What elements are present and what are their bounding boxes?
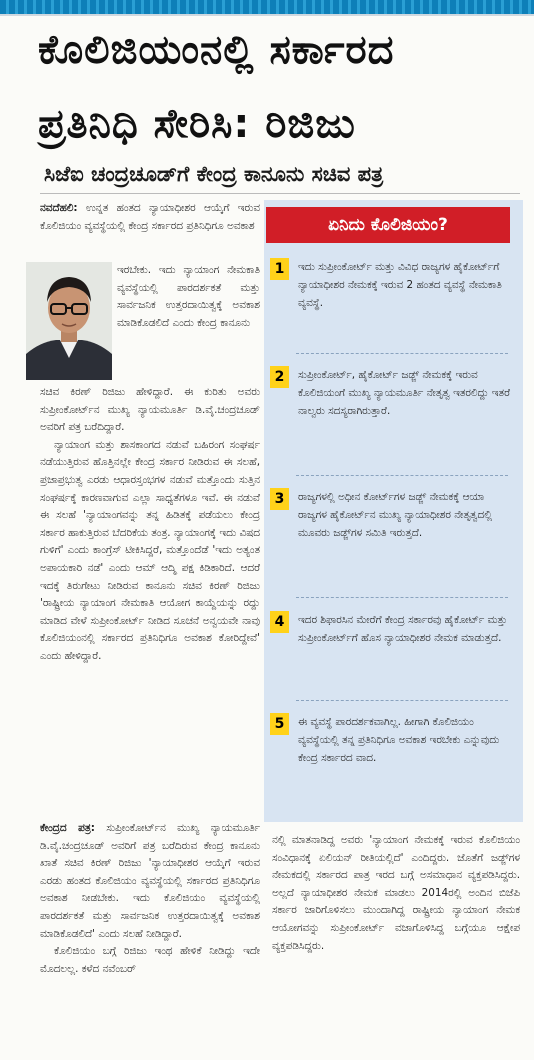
item-text: ರಾಜ್ಯಗಳಲ್ಲಿ ಅಧೀನ ಕೋರ್ಟ್‌ಗಳ ಜಡ್ಜ್ ನೇಮಕಕ್ಕೆ ಆಯಾ ರಾಜ್ಯಗಳ ಹೈಕೋರ್ಟ್‌ನ ಮುಖ್ಯ ನ್ಯಾಯಾಧೀಶರ ನೇತೃತ್ವದಲ್ಲಿ ಮೂವರು ಜಡ್ಜ್‌ಗಳ ಸಮಿತಿ ಇರುತ್ತದೆ.	[298, 491, 493, 539]
item-separator	[296, 475, 508, 476]
item-number: 5	[270, 713, 289, 735]
item-number: 4	[270, 611, 289, 633]
article-text: ನಲ್ಲಿ ಮಾತನಾಡಿದ್ದ ಅವರು 'ನ್ಯಾಯಾಂಗ ನೇಮಕಕ್ಕೆ ಇರುವ ಕೊಲಿಜಿಯಂ ಸಂವಿಧಾನಕ್ಕೆ ಏಲಿಯನ್ ರೀತಿಯಲ್ಲಿದೆ' ಎಂದಿದ್ದರು. ಜೊತೆಗೆ ಜಡ್ಜ್‌ಗಳ ನೇಮಕದಲ್ಲಿ ಸರ್ಕಾರದ ಪಾತ್ರ ಇರದ ಬಗ್ಗೆ ಅಸಮಾಧಾನ ವ್ಯಕ್ತಪಡಿಸಿದ್ದರು. ಅಲ್ಲದೆ ನ್ಯಾಯಾಧೀಶರ ನೇಮಕ ಮಾಡಲು 2014ರಲ್ಲಿ ಅಂದಿನ ಬಿಜೆಪಿ ಸರ್ಕಾರ ಜಾರಿಗೊಳಿಸಲು ಮುಂದಾಗಿದ್ದ ರಾಷ್ಟ್ರೀಯ ನ್ಯಾಯಾಂಗ ನೇಮಕ ಆಯೋಗವನ್ನು ಸುಪ್ರೀಂಕೋರ್ಟ್ ವಜಾಗೊಳಿಸಿದ್ದ ಬಗ್ಗೆಯೂ ಆಕ್ಷೇಪ ವ್ಯಕ್ತಪಡಿಸಿದ್ದರು.	[272, 834, 520, 952]
item-text: ಸುಪ್ರೀಂಕೋರ್ಟ್, ಹೈಕೋರ್ಟ್ ಜಡ್ಜ್ ನೇಮಕಕ್ಕೆ ಇರುವ ಕೊಲಿಜಿಯಂಗೆ ಮುಖ್ಯ ನ್ಯಾಯಮೂರ್ತಿ ನೇತೃತ್ವ ಇತರಲಿದ್ದು ಇತರೆ ನಾಲ್ವರು ಸದಸ್ಯರಾಗಿರುತ್ತಾರೆ.	[298, 369, 510, 417]
item-text: ಇದರ ಶಿಫಾರಸಿನ ಮೇರೆಗೆ ಕೇಂದ್ರ ಸರ್ಕಾರವು ಹೈಕೋರ್ಟ್ ಮತ್ತು ಸುಪ್ರೀಂಕೋರ್ಟ್‌ಗೆ ಹೊಸ ನ್ಯಾಯಾಧೀಶರ ನೇಮಕ ಮಾಡುತ್ತದೆ.	[298, 614, 508, 644]
top-color-band	[0, 0, 534, 14]
article-paragraph-continued	[272, 832, 520, 955]
item-separator	[296, 597, 508, 598]
minister-photo	[26, 262, 112, 380]
item-text: ಇದು ಸುಪ್ರೀಂಕೋರ್ಟ್ ಮತ್ತು ವಿವಿಧ ರಾಜ್ಯಗಳ ಹೈಕೋರ್ಟ್‌ಗೆ ನ್ಯಾಯಾಧೀಶರ ನೇಮಕಕ್ಕೆ ಇರುವ 2 ಹಂತದ ವ್ಯವಸ್ಥೆ ನೇಮಕಾತಿ ವ್ಯವಸ್ಥೆ.	[298, 261, 502, 309]
article-text: ಕೊಲಿಜಿಯಂ ಬಗ್ಗೆ ರಿಜಿಜು ಇಂಥ ಹೇಳಿಕೆ ನೀಡಿದ್ದು ಇದೇ ಮೊದಲಲ್ಲ. ಕಳೆದ ನವೆಂಬರ್	[40, 945, 260, 975]
item-number: 1	[270, 258, 289, 280]
item-number: 3	[270, 488, 289, 510]
article-paragraph-3	[40, 820, 260, 978]
item-text: ಈ ವ್ಯವಸ್ಥೆ ಪಾರದರ್ಶಕವಾಗಿಲ್ಲ. ಹೀಗಾಗಿ ಕೊಲಿಜಿಯಂ ವ್ಯವಸ್ಥೆಯಲ್ಲಿ ತನ್ನ ಪ್ರತಿನಿಧಿಗೂ ಅವಕಾಶ ಇರಬೇಕು ಎನ್ನುವುದು ಕೇಂದ್ರ ಸರ್ಕಾರದ ವಾದ.	[298, 716, 500, 764]
section-lead: ಕೇಂದ್ರದ ಪತ್ರ:	[40, 822, 95, 834]
headline-line-1: ಕೊಲಿಜಿಯಂನಲ್ಲಿ ಸರ್ಕಾರದ	[38, 27, 395, 73]
subheadline: ಸಿಜೆಐ ಚಂದ್ರಚೂಡ್‌ಗೆ ಕೇಂದ್ರ ಕಾನೂನು ಸಚಿವ ಪತ್ರ	[44, 162, 384, 186]
sidebar-item	[270, 366, 514, 420]
headline-line-2: ಪ್ರತಿನಿಧಿ ಸೇರಿಸಿ: ರಿಜಿಜು	[38, 101, 356, 147]
article-paragraph-1a	[40, 200, 260, 235]
item-number: 2	[270, 366, 289, 388]
article-text: ಇರಬೇಕು. ಇದು ನ್ಯಾಯಾಂಗ ನೇಮಕಾತಿ ವ್ಯವಸ್ಥೆಯಲ್ಲಿ ಪಾರದರ್ಶಕತೆ ಮತ್ತು ಸಾರ್ವಜನಿಕ ಉತ್ತರದಾಯಿತ್ವಕ್ಕೆ ಅವಕಾಶ ಮಾಡಿಕೊಡಲಿದೆ ಎಂದು ಕೇಂದ್ರ ಕಾನೂನು	[117, 264, 260, 329]
top-divider	[0, 14, 534, 16]
sidebar-item	[270, 488, 514, 542]
dateline: ನವದೆಹಲಿ:	[40, 202, 78, 214]
portrait-illustration	[26, 262, 112, 380]
item-separator	[296, 353, 508, 354]
sidebar-item	[270, 258, 514, 312]
sidebar-title: ಏನಿದು ಕೊಲಿಜಿಯಂ?	[266, 207, 510, 243]
article-paragraph-2	[40, 384, 260, 666]
headline-rule	[40, 193, 520, 194]
sidebar-item	[270, 611, 514, 647]
article-text: ನ್ಯಾಯಾಂಗ ಮತ್ತು ಶಾಸಕಾಂಗದ ನಡುವೆ ಬಹಿರಂಗ ಸಂಘರ್ಷ ನಡೆಯುತ್ತಿರುವ ಹೊತ್ತಿನಲ್ಲೇ ಕೇಂದ್ರ ಸರ್ಕಾರ ನೀಡಿರುವ ಈ ಸಲಹೆ, ಪ್ರಜಾಪ್ರಭುತ್ವ ಎರಡು ಆಧಾರಸ್ತಂಭಗಳ ನಡುವೆ ಮತ್ತೊಂದು ಸುತ್ತಿನ ಸಂಘರ್ಷಕ್ಕೆ ಕಾರಣವಾಗುವ ಎಲ್ಲಾ ಸಾಧ್ಯತೆಗಳೂ ಇವೆ. ಈ ನಡುವೆ ಈ ಸಲಹೆ 'ನ್ಯಾಯಾಂಗವನ್ನು ತನ್ನ ಹಿಡಿತಕ್ಕೆ ಪಡೆಯಲು ಕೇಂದ್ರ ಸರ್ಕಾರ ಹಾಕುತ್ತಿರುವ ಬೆದರಿಕೆಯ ತಂತ್ರ. ನ್ಯಾಯಾಂಗಕ್ಕೆ ಇದು ವಿಷದ ಗುಳಿಗೆ' ಎಂದು ಕಾಂಗ್ರೆಸ್ ಟೀಕಿಸಿದ್ದರೆ, ಮತ್ತೊಂದೆಡೆ 'ಇದು ಅತ್ಯಂತ ಅಪಾಯಕಾರಿ ನಡೆ' ಎಂದು ಆಮ್ ಆದ್ಮಿ ಪಕ್ಷ ಕಿಡಿಕಾರಿದೆ. ಆದರೆ ಇದಕ್ಕೆ ತಿರುಗೇಟು ನೀಡಿರುವ ಕಾನೂನು ಸಚಿವ ಕಿರಣ್ ರಿಜಿಜು 'ರಾಷ್ಟ್ರೀಯ ನ್ಯಾಯಾಂಗ ನೇಮಕಾತಿ ಆಯೋಗ ಕಾಯ್ದೆಯನ್ನು ರದ್ದು ಮಾಡಿದ ವೇಳೆ ಸುಪ್ರೀಂಕೋರ್ಟ್ ನೀಡಿದ ಸೂಚನೆ ಅನ್ವಯವೇ ನಾವು ಕೊಲಿಜಿಯಂನಲ್ಲಿ ಸರ್ಕಾರದ ಪ್ರತಿನಿಧಿಗೂ ಅವಕಾಶ ಕೋರಿದ್ದೇವೆ' ಎಂದು ಹೇಳಿದ್ದಾರೆ.	[40, 438, 260, 662]
article-paragraph-1b	[117, 262, 260, 332]
sidebar-item	[270, 713, 514, 767]
article-text: ಸುಪ್ರೀಂಕೋರ್ಟ್‌ನ ಮುಖ್ಯ ನ್ಯಾಯಮೂರ್ತಿ ಡಿ.ವೈ.ಚಂದ್ರಚೂಡ್ ಅವರಿಗೆ ಪತ್ರ ಬರೆದಿರುವ ಕೇಂದ್ರ ಕಾನೂನು ಖಾತೆ ಸಚಿವ ಕಿರಣ್ ರಿಜಿಜು 'ನ್ಯಾಯಾಧೀಶರ ಆಯ್ಕೆಗೆ ಇರುವ ಎರಡು ಹಂತದ ಕೊಲಿಜಿಯಂ ವ್ಯವಸ್ಥೆಯಲ್ಲಿ ಸರ್ಕಾರದ ಪ್ರತಿನಿಧಿಗೂ ಅವಕಾಶ ನೀಡಬೇಕು. ಇದು ಕೊಲಿಜಿಯಂ ವ್ಯವಸ್ಥೆಯಲ್ಲಿ ಪಾರದರ್ಶಕತೆ ಮತ್ತು ಸಾರ್ವಜನಿಕ ಉತ್ತರದಾಯಿತ್ವಕ್ಕೆ ಅವಕಾಶ ಮಾಡಿಕೊಡಲಿದೆ' ಎಂದು ಸಲಹೆ ನೀಡಿದ್ದಾರೆ.	[40, 822, 260, 940]
item-separator	[296, 700, 508, 701]
article-text: ಉನ್ನತ ಹಂತದ ನ್ಯಾಯಾಧೀಶರ ಆಯ್ಕೆಗೆ ಇರುವ ಕೊಲಿಜಿಯಂ ವ್ಯವಸ್ಥೆಯಲ್ಲಿ ಕೇಂದ್ರ ಸರ್ಕಾರದ ಪ್ರತಿನಿಧಿಗೂ ಅವಕಾಶ	[40, 202, 260, 232]
article-text: ಸಚಿವ ಕಿರಣ್ ರಿಜಿಜು ಹೇಳಿದ್ದಾರೆ. ಈ ಕುರಿತು ಅವರು ಸುಪ್ರೀಂಕೋರ್ಟ್‌ನ ಮುಖ್ಯ ನ್ಯಾಯಮೂರ್ತಿ ಡಿ.ವೈ.ಚಂದ್ರಚೂಡ್ ಅವರಿಗೆ ಪತ್ರ ಬರೆದಿದ್ದಾರೆ.	[40, 386, 260, 434]
